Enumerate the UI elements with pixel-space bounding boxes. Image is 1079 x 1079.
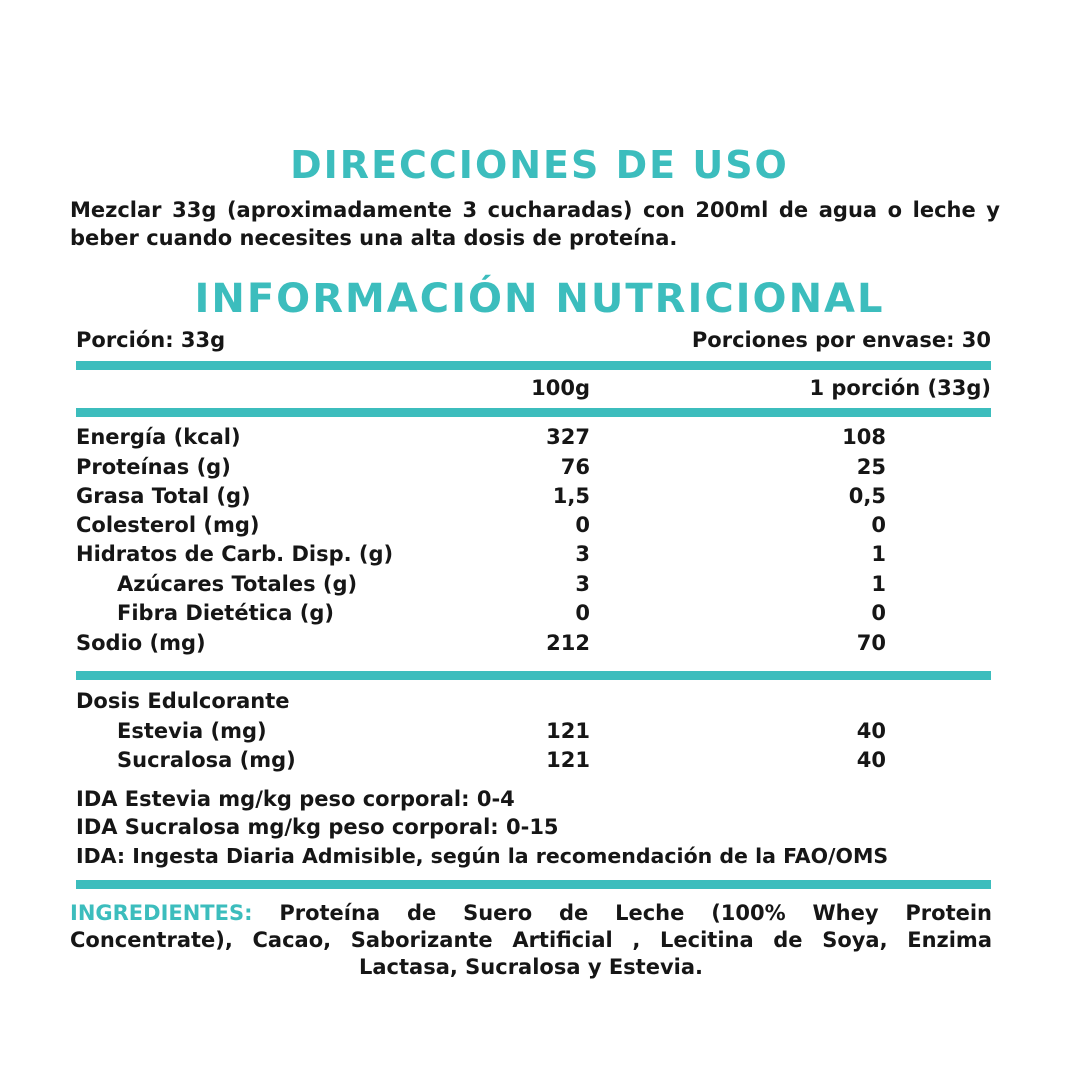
- ida-note: IDA: Ingesta Diaria Admisible, según la recomendación de la FAO/OMS: [76, 844, 889, 868]
- nutrient-sublabel: Azúcares Totales (g): [117, 572, 358, 596]
- column-header-100g: 100g: [531, 376, 590, 400]
- divider-bar-2: [76, 408, 991, 417]
- nutrient-value-portion: 1: [871, 572, 886, 596]
- ida-note: IDA Estevia mg/kg peso corporal: 0-4: [76, 787, 515, 811]
- nutrient-sublabel: Fibra Dietética (g): [117, 601, 334, 625]
- serving-size: Porción: 33g: [76, 328, 226, 352]
- nutrient-value-100g: 0: [575, 601, 590, 625]
- sweetener-value-100g: 121: [546, 719, 590, 743]
- nutrient-value-100g: 212: [546, 631, 590, 655]
- sweetener-value-portion: 40: [856, 719, 886, 743]
- divider-bar-4: [76, 880, 991, 889]
- nutrient-value-100g: 3: [575, 572, 590, 596]
- servings-per-container: Porciones por envase: 30: [691, 328, 991, 352]
- nutrient-label: Energía (kcal): [76, 425, 241, 449]
- nutrient-value-100g: 327: [546, 425, 590, 449]
- nutrient-label: Hidratos de Carb. Disp. (g): [76, 542, 394, 566]
- ingredients-block: [70, 900, 992, 981]
- nutrient-label: Colesterol (mg): [76, 513, 260, 537]
- nutrient-label: Grasa Total (g): [76, 484, 251, 508]
- nutrient-value-portion: 25: [856, 455, 886, 479]
- column-header-portion: 1 porción (33g): [809, 376, 991, 400]
- divider-bar-1: [76, 361, 991, 370]
- nutrient-value-portion: 1: [871, 542, 886, 566]
- nutrient-value-portion: 108: [842, 425, 886, 449]
- nutrient-value-100g: 0: [575, 513, 590, 537]
- sweetener-title: Dosis Edulcorante: [76, 689, 290, 713]
- nutrient-label: Sodio (mg): [76, 631, 206, 655]
- nutrition-title: INFORMACIÓN NUTRICIONAL: [194, 276, 885, 322]
- nutrient-value-portion: 70: [856, 631, 886, 655]
- ingredients-label: INGREDIENTES:: [70, 901, 253, 925]
- nutrient-value-100g: 1,5: [552, 484, 590, 508]
- ida-note: IDA Sucralosa mg/kg peso corporal: 0-15: [76, 815, 559, 839]
- nutrient-value-portion: 0: [871, 601, 886, 625]
- nutrient-value-100g: 3: [575, 542, 590, 566]
- sweetener-label: Estevia (mg): [117, 719, 267, 743]
- directions-title: DIRECCIONES DE USO: [290, 143, 789, 187]
- ingredients-text: Proteína de Suero de Leche (100% Whey Protein Concentrate), Cacao, Saborizante Artificial , Lecitina de Soya, Enzima Lactasa, Sucralosa y Estevia.: [70, 901, 993, 979]
- sweetener-value-100g: 121: [546, 748, 590, 772]
- directions-text: Mezclar 33g (aproximadamente 3 cucharadas) con 200ml de agua o leche y beber cuando necesites una alta dosis de proteína.: [70, 198, 1000, 250]
- nutrient-value-portion: 0: [871, 513, 886, 537]
- divider-bar-3: [76, 671, 991, 680]
- sweetener-value-portion: 40: [856, 748, 886, 772]
- nutrient-value-100g: 76: [560, 455, 590, 479]
- sweetener-label: Sucralosa (mg): [117, 748, 296, 772]
- nutrient-value-portion: 0,5: [848, 484, 886, 508]
- nutrient-label: Proteínas (g): [76, 455, 231, 479]
